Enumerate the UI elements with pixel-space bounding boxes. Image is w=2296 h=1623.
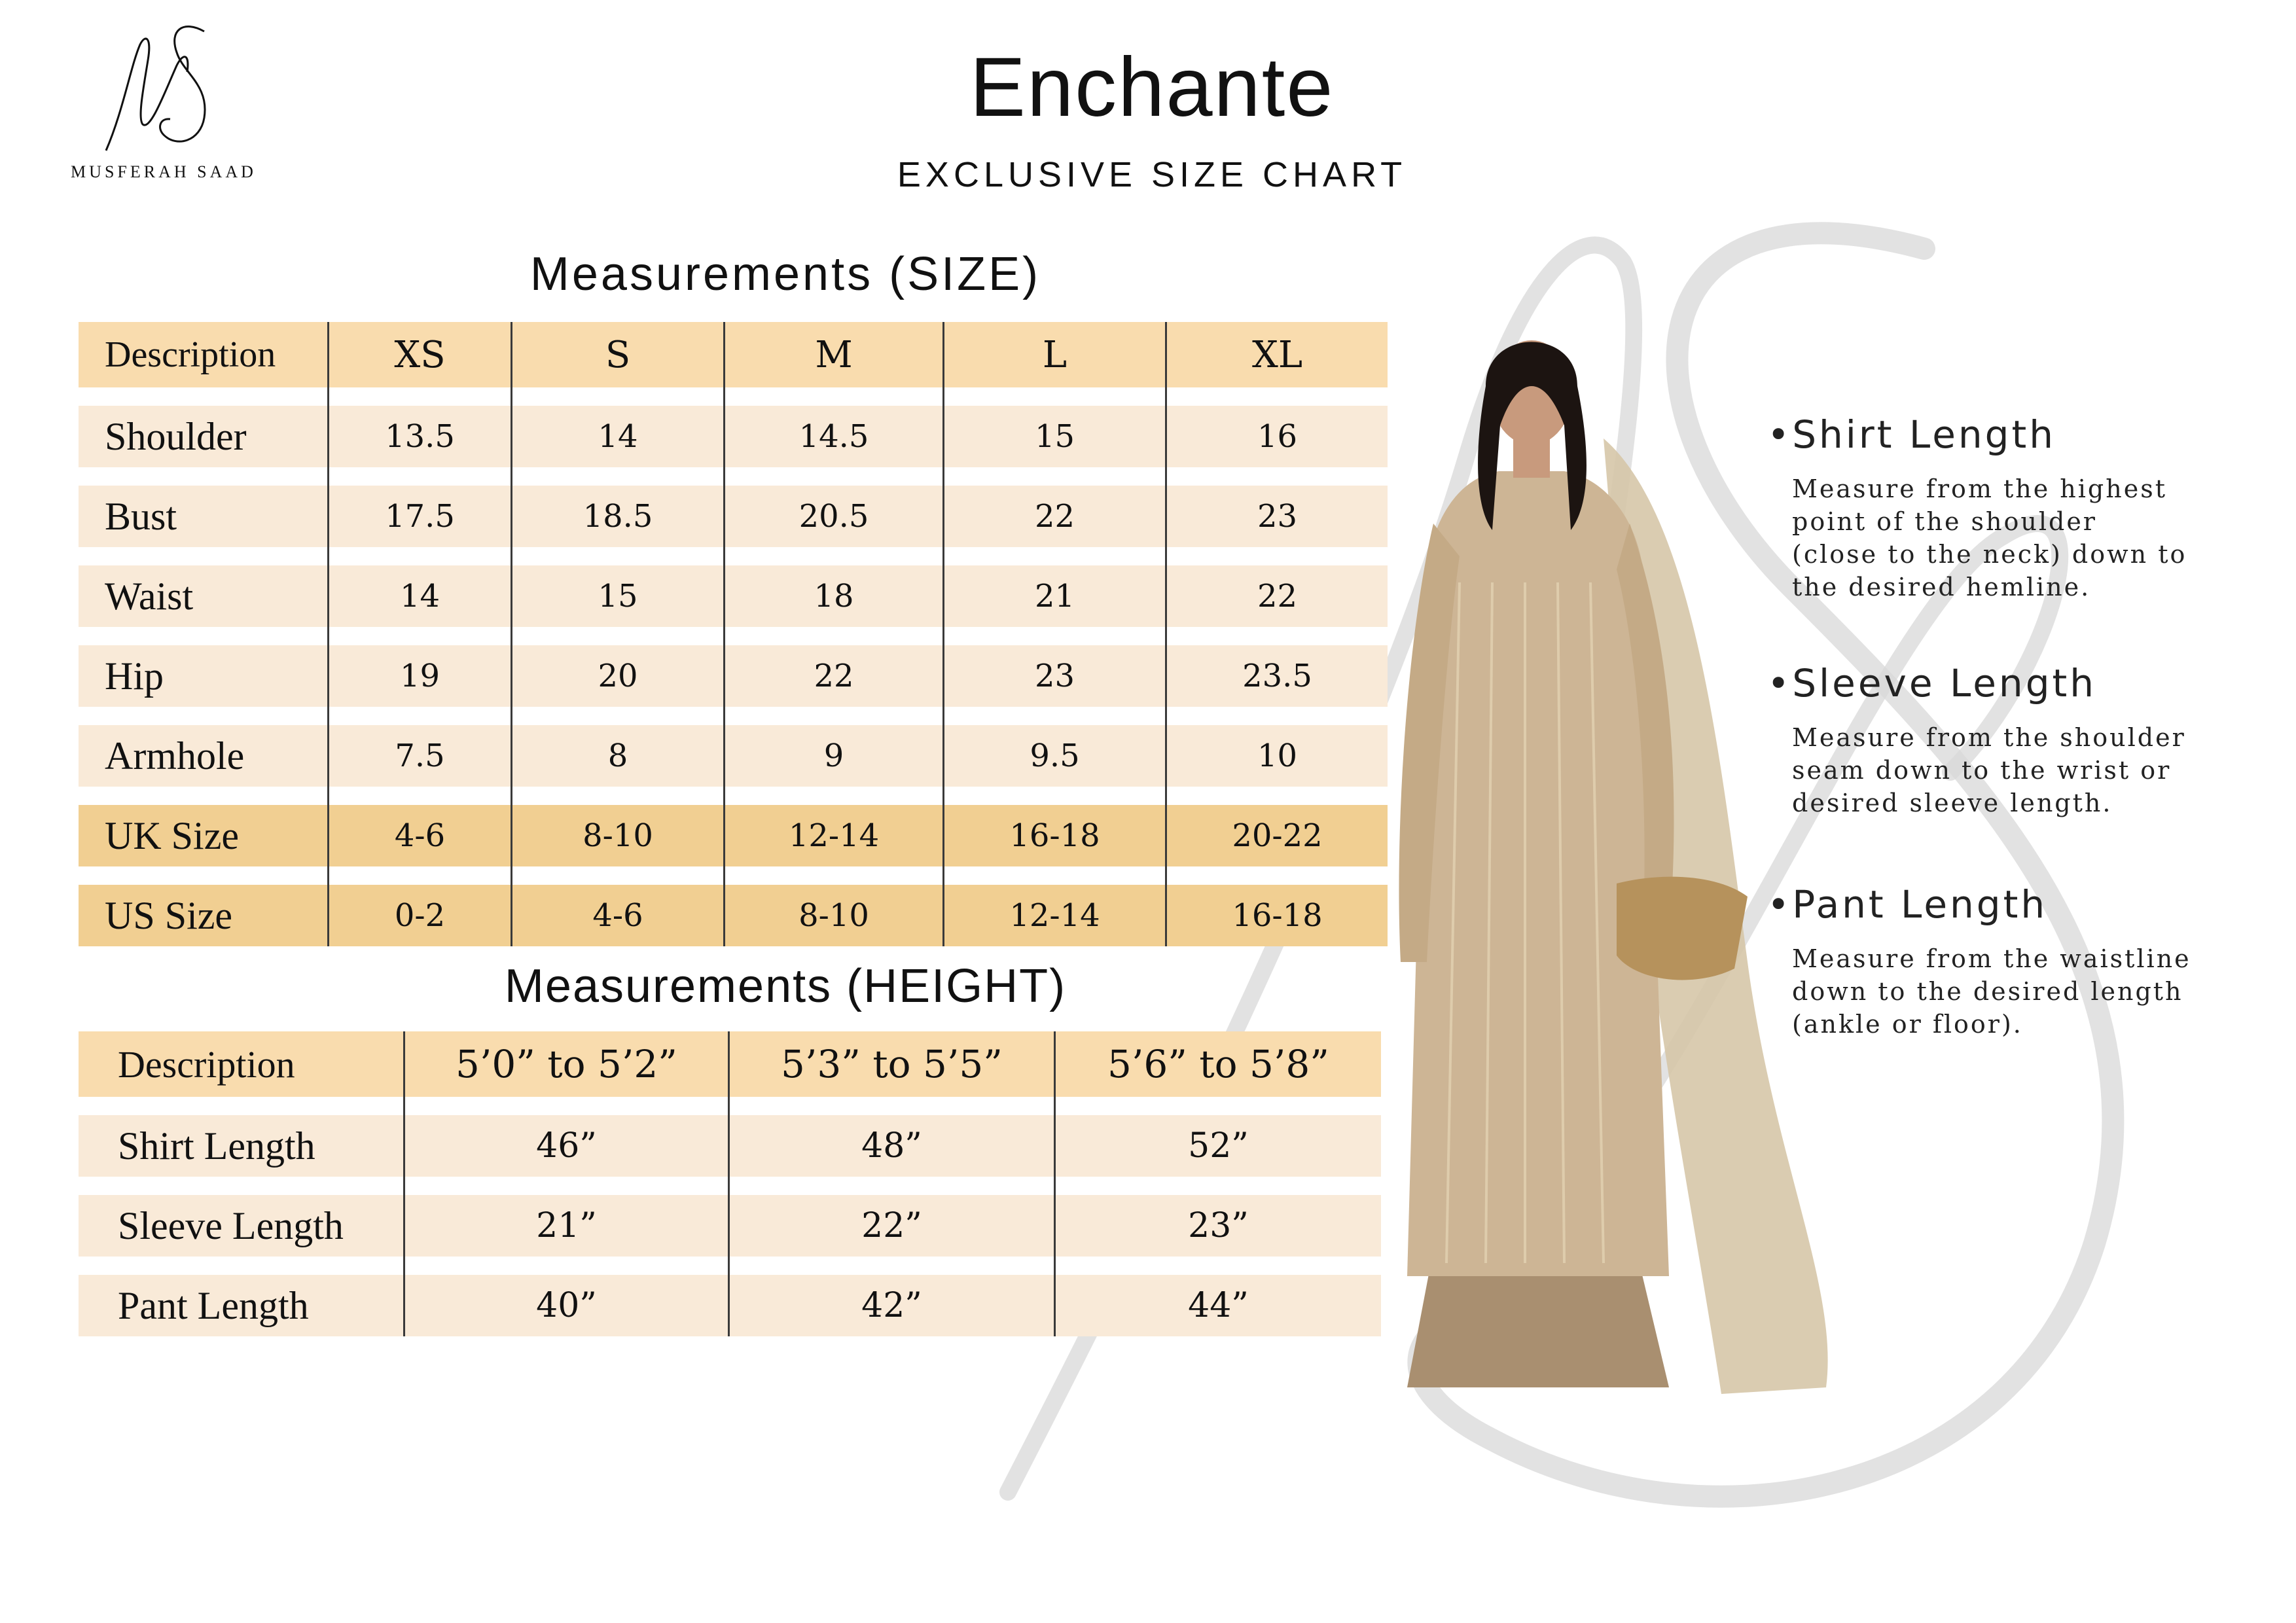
table-cell: 8-10 xyxy=(511,805,723,866)
table-cell: 22 xyxy=(723,645,942,707)
table-cell: 20.5 xyxy=(723,486,942,547)
table-cell: 7.5 xyxy=(327,725,511,787)
table-cell: 52” xyxy=(1054,1115,1381,1177)
table-cell: 9.5 xyxy=(942,725,1165,787)
row-label: Shirt Length xyxy=(79,1115,403,1177)
table-row xyxy=(79,565,1388,627)
column-header: S xyxy=(511,322,723,387)
table-cell: 14.5 xyxy=(723,406,942,467)
column-header: 5’3” to 5’5” xyxy=(728,1031,1054,1097)
table-cell: 4-6 xyxy=(511,885,723,946)
table-cell: 46” xyxy=(403,1115,728,1177)
note-pant-length xyxy=(1767,882,2265,1041)
table-cell: 22” xyxy=(728,1195,1054,1257)
height-table-header-row xyxy=(79,1031,1381,1097)
row-label: Hip xyxy=(79,645,327,707)
height-table xyxy=(79,1031,1381,1336)
column-header: XS xyxy=(327,322,511,387)
table-cell: 8-10 xyxy=(723,885,942,946)
table-cell: 9 xyxy=(723,725,942,787)
size-table-header-row xyxy=(79,322,1388,387)
note-text: Measure from the shoulder seam down to the wrist or desired sleeve length. xyxy=(1792,723,2186,817)
table-cell: 42” xyxy=(728,1275,1054,1336)
table-row xyxy=(79,1275,1381,1336)
table-cell: 23.5 xyxy=(1165,645,1388,707)
size-table xyxy=(79,322,1388,946)
table-cell: 14 xyxy=(327,565,511,627)
table-row xyxy=(79,1195,1381,1257)
table-cell: 44” xyxy=(1054,1275,1381,1336)
column-header: M xyxy=(723,322,942,387)
brand-logo xyxy=(65,13,262,190)
row-label: Waist xyxy=(79,565,327,627)
note-title: •Shirt Length xyxy=(1767,412,2056,457)
row-label: UK Size xyxy=(79,805,327,866)
column-header: 5’6” to 5’8” xyxy=(1054,1031,1381,1097)
row-label: US Size xyxy=(79,885,327,946)
table-row xyxy=(79,805,1388,866)
note-title: •Pant Length xyxy=(1767,882,2048,927)
column-header: L xyxy=(942,322,1165,387)
note-shirt-length xyxy=(1767,412,2265,603)
table-cell: 23 xyxy=(1165,486,1388,547)
brand-name: MUSFERAH SAAD xyxy=(71,162,257,181)
table-cell: 12-14 xyxy=(723,805,942,866)
table-cell: 21” xyxy=(403,1195,728,1257)
table-cell: 23” xyxy=(1054,1195,1381,1257)
table-cell: 18 xyxy=(723,565,942,627)
row-label: Bust xyxy=(79,486,327,547)
table-cell: 16 xyxy=(1165,406,1388,467)
table-cell: 13.5 xyxy=(327,406,511,467)
table-row xyxy=(79,486,1388,547)
table-cell: 16-18 xyxy=(1165,885,1388,946)
table-row xyxy=(79,725,1388,787)
table-cell: 17.5 xyxy=(327,486,511,547)
table-cell: 19 xyxy=(327,645,511,707)
note-title: •Sleeve Length xyxy=(1767,661,2097,705)
table-cell: 15 xyxy=(942,406,1165,467)
table-cell: 22 xyxy=(1165,565,1388,627)
height-section-title: Measurements (HEIGHT) xyxy=(504,960,1067,1012)
table-row xyxy=(79,885,1388,946)
size-section-title: Measurements (SIZE) xyxy=(529,248,1041,300)
table-cell: 23 xyxy=(942,645,1165,707)
table-cell: 8 xyxy=(511,725,723,787)
note-text: Measure from the highest point of the shoulder (close to the neck) down to the desired hemline. xyxy=(1792,474,2187,601)
table-cell: 21 xyxy=(942,565,1165,627)
table-cell: 10 xyxy=(1165,725,1388,787)
note-text: Measure from the waistline down to the desired length (ankle or floor). xyxy=(1792,944,2191,1039)
table-row xyxy=(79,645,1388,707)
table-cell: 20 xyxy=(511,645,723,707)
column-header: Description xyxy=(79,322,327,387)
column-header: Description xyxy=(79,1031,403,1097)
table-cell: 40” xyxy=(403,1275,728,1336)
table-cell: 16-18 xyxy=(942,805,1165,866)
column-header: XL xyxy=(1165,322,1388,387)
table-row xyxy=(79,406,1388,467)
note-sleeve-length xyxy=(1767,661,2265,819)
row-label: Shoulder xyxy=(79,406,327,467)
table-cell: 22 xyxy=(942,486,1165,547)
table-cell: 48” xyxy=(728,1115,1054,1177)
row-label: Armhole xyxy=(79,725,327,787)
table-cell: 15 xyxy=(511,565,723,627)
table-cell: 14 xyxy=(511,406,723,467)
table-cell: 4-6 xyxy=(327,805,511,866)
table-cell: 20-22 xyxy=(1165,805,1388,866)
page-title: Enchante xyxy=(969,41,1335,134)
row-label: Pant Length xyxy=(79,1275,403,1336)
table-cell: 0-2 xyxy=(327,885,511,946)
monogram-logo-icon xyxy=(92,13,236,157)
table-cell: 12-14 xyxy=(942,885,1165,946)
table-row xyxy=(79,1115,1381,1177)
table-cell: 18.5 xyxy=(511,486,723,547)
page-subtitle: EXCLUSIVE SIZE CHART xyxy=(897,155,1407,194)
row-label: Sleeve Length xyxy=(79,1195,403,1257)
column-header: 5’0” to 5’2” xyxy=(403,1031,728,1097)
